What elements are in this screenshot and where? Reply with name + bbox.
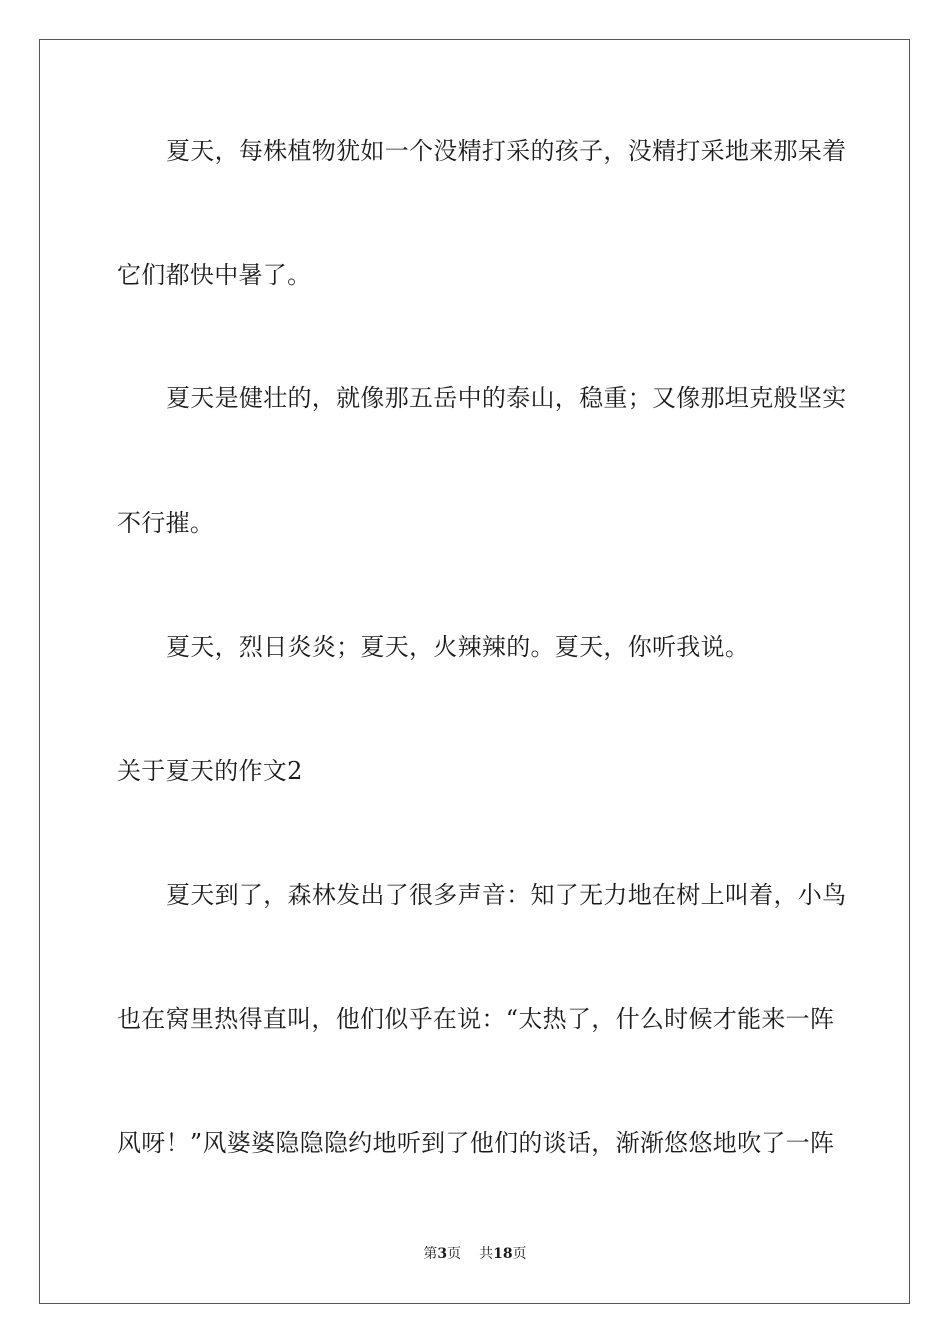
page-footer [0,1245,950,1263]
paragraph-line-5: 夏天，烈日炎炎；夏天，火辣辣的。夏天，你听我说。 [166,633,750,661]
paragraph-line-2: 它们都快中暑了。 [117,261,312,289]
paragraph-line-3: 夏天是健壮的，就像那五岳中的泰山，稳重；又像那坦克般坚实 [166,384,847,412]
page-prefix: 第 [423,1246,438,1262]
paragraph-line-8: 风呀！”风婆婆隐隐隐约地听到了他们的谈话，渐渐悠悠地吹了一阵 [117,1129,835,1157]
total-pages: 18 [493,1246,513,1262]
page-border [39,39,910,1304]
paragraph-line-4: 不行摧。 [117,509,215,537]
paragraph-line-1: 夏天，每株植物犹如一个没精打采的孩子，没精打采地来那呆着 [166,137,847,165]
paragraph-line-7: 也在窝里热得直叫，他们似乎在说：“太热了，什么时候才能来一阵 [117,1005,835,1033]
section-heading: 关于夏天的作文2 [117,757,303,785]
paragraph-line-6: 夏天到了，森林发出了很多声音：知了无力地在树上叫着，小鸟 [166,881,847,909]
total-prefix: 共 [479,1246,494,1262]
total-suffix: 页 [512,1246,527,1262]
page-suffix: 页 [447,1246,462,1262]
page-number: 3 [437,1246,448,1262]
